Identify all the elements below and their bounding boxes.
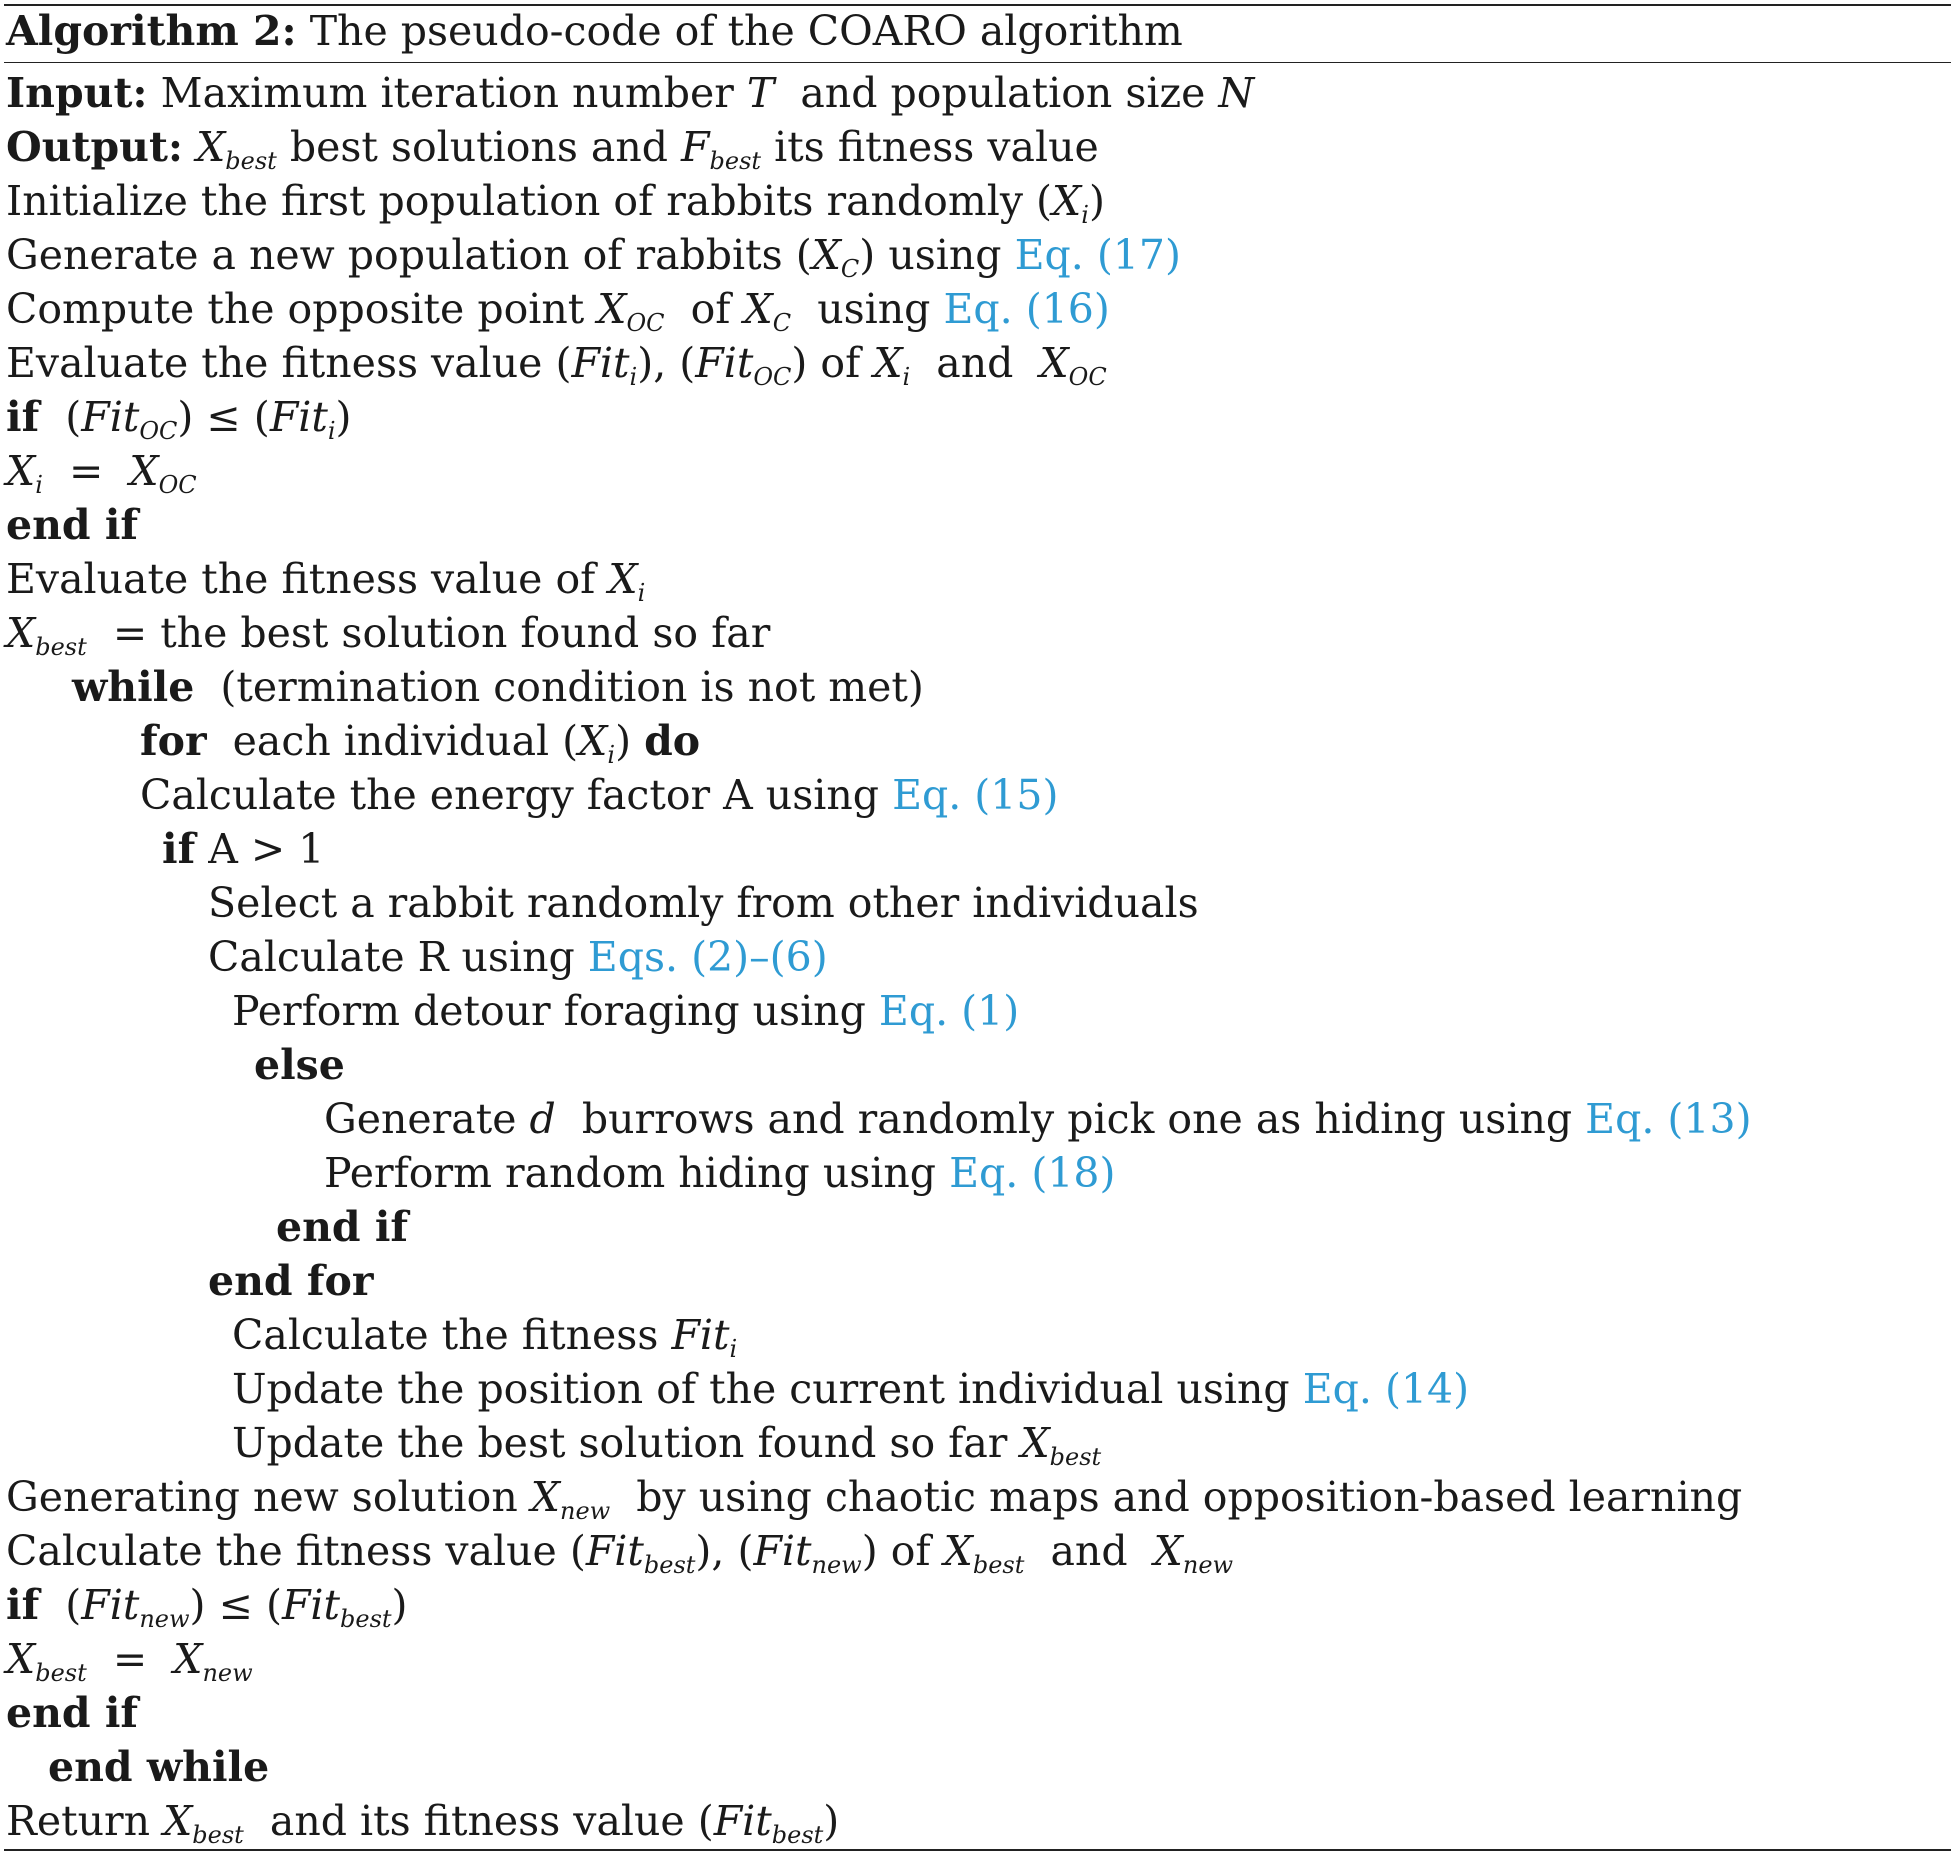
math-var: X: [578, 717, 608, 765]
text: and: [936, 339, 1014, 387]
line-energy-factor: [140, 768, 1058, 822]
keyword: while: [72, 663, 195, 711]
text: Generate: [324, 1095, 517, 1143]
line-end-while: [48, 1740, 269, 1794]
math-sub: C: [772, 309, 792, 337]
text: ) using: [859, 231, 1002, 279]
line-initialize: [6, 174, 1105, 228]
math-var: Fit: [269, 393, 328, 441]
text: ) of: [791, 339, 861, 387]
text: using: [817, 285, 931, 333]
keyword: else: [254, 1041, 345, 1089]
math-sub: new: [811, 1551, 862, 1579]
text: ) of: [861, 1527, 931, 1575]
math-sub: i: [637, 579, 646, 607]
text: and: [1050, 1527, 1128, 1575]
equation-link[interactable]: Eq. (15): [892, 771, 1059, 819]
keyword: end if: [6, 1689, 139, 1737]
text: and its fitness value (: [269, 1797, 714, 1845]
math-var: Fit: [585, 1527, 644, 1575]
text: ) ≤ (: [189, 1581, 282, 1629]
math-sub: best: [709, 147, 762, 175]
keyword: Input:: [6, 69, 148, 117]
math-var: X: [1153, 1527, 1183, 1575]
line-random-hiding: [324, 1146, 1116, 1200]
text: Update the best solution found so far: [232, 1419, 1008, 1467]
math-sub: i: [607, 741, 616, 769]
equation-link[interactable]: Eq. (14): [1302, 1365, 1470, 1413]
math-var: X: [6, 447, 36, 495]
math-sub: best: [35, 633, 87, 661]
math-var: X: [1020, 1419, 1050, 1467]
text: Calculate the energy factor A using: [140, 771, 880, 819]
line-assign-opposite: [6, 444, 197, 498]
math-sub: best: [1049, 1443, 1102, 1471]
math-var: X: [743, 285, 773, 333]
text: ): [1088, 177, 1105, 225]
text: Generating new solution: [6, 1473, 518, 1521]
math-sub: best: [340, 1605, 392, 1633]
line-input: [6, 66, 1254, 120]
text: Calculate the fitness value (: [6, 1527, 586, 1575]
math-sub: C: [840, 255, 860, 283]
text: Evaluate the fitness value of: [6, 555, 596, 603]
text: each individual (: [232, 717, 579, 765]
text: ): [391, 1581, 408, 1629]
text: burrows and randomly pick one as hiding using: [581, 1095, 1573, 1143]
keyword: if: [6, 393, 40, 441]
text: ): [823, 1797, 840, 1845]
text: Compute the opposite point: [6, 285, 585, 333]
math-var: X: [6, 609, 36, 657]
math-sub: i: [327, 417, 336, 445]
line-generate-new-solution: [6, 1470, 1742, 1524]
math-sub: OC: [1068, 363, 1107, 391]
line-end-if: [276, 1200, 408, 1254]
line-opposite-point: [6, 282, 1110, 336]
math-var: X: [530, 1473, 560, 1521]
algorithm-caption: [6, 6, 1183, 56]
math-sub: i: [629, 363, 638, 391]
text: ), (: [637, 339, 696, 387]
text: Select a rabbit randomly from other individuals: [208, 879, 1199, 927]
line-if-energy: [162, 822, 324, 876]
math-sub: OC: [158, 471, 197, 499]
line-end-if: [6, 498, 138, 552]
text: its fitness value: [774, 123, 1099, 171]
text: Initialize the first population of rabbits randomly (: [6, 177, 1053, 225]
text: by using chaotic maps and opposition-based learning: [636, 1473, 1743, 1521]
math-var: Fit: [753, 1527, 812, 1575]
line-if-new: [6, 1578, 408, 1632]
math-var: X: [873, 339, 903, 387]
math-var: X: [129, 447, 159, 495]
math-sub: OC: [139, 417, 178, 445]
bottom-rule: [4, 1849, 1951, 1851]
math-sub: new: [139, 1605, 190, 1633]
text: (: [65, 393, 82, 441]
math-sub: i: [729, 1335, 738, 1363]
line-assign-new: [6, 1632, 253, 1686]
math-var: Fit: [281, 1581, 341, 1629]
line-generate-population: [6, 228, 1181, 282]
math-sub: new: [202, 1659, 253, 1687]
text: Update the position of the current individual using: [232, 1365, 1290, 1413]
math-var: Fit: [713, 1797, 772, 1845]
math-var: X: [163, 1797, 193, 1845]
math-var: Fit: [81, 1581, 140, 1629]
text: Calculate R using: [208, 933, 575, 981]
math-var: Fit: [671, 1311, 730, 1359]
keyword: end while: [48, 1743, 270, 1791]
text: Generate a new population of rabbits (: [6, 231, 812, 279]
math-sub: OC: [626, 309, 665, 337]
math-var: X: [173, 1635, 203, 1683]
text: ): [615, 717, 632, 765]
math-var: Fit: [81, 393, 140, 441]
text: and population size: [800, 69, 1206, 117]
math-sub: best: [192, 1821, 244, 1849]
math-sub: new: [559, 1497, 611, 1525]
math-sub: i: [902, 363, 911, 391]
equation-link[interactable]: Eq. (13): [1585, 1095, 1752, 1143]
line-calculate-fitness-value: [6, 1524, 1233, 1578]
line-if-opposite: [6, 390, 352, 444]
math-var: X: [943, 1527, 973, 1575]
text: Calculate the fitness: [232, 1311, 659, 1359]
math-var: F: [681, 123, 710, 171]
math-var: X: [6, 1635, 36, 1683]
math-var: X: [608, 555, 638, 603]
text: Evaluate the fitness value (: [6, 339, 572, 387]
caption-rule: [4, 62, 1951, 63]
math-var: d: [529, 1095, 556, 1143]
math-var: X: [1039, 339, 1069, 387]
math-sub: best: [771, 1821, 824, 1849]
equation-link[interactable]: Eq. (1): [878, 987, 1020, 1035]
line-for: [140, 714, 700, 768]
text: ) ≤ (: [177, 393, 270, 441]
line-while: [72, 660, 924, 714]
line-select-rabbit: [208, 876, 1199, 930]
text: (: [65, 1581, 82, 1629]
caption-label: Algorithm 2:: [6, 7, 297, 55]
math-var: Fit: [571, 339, 630, 387]
text: of: [690, 285, 731, 333]
line-end-if: [6, 1686, 138, 1740]
math-var: T: [746, 69, 775, 117]
equation-link[interactable]: Eq. (17): [1014, 231, 1181, 279]
text: = the best solution found so far: [112, 609, 771, 657]
line-evaluate-fitness: [6, 336, 1107, 390]
text: Perform random hiding using: [324, 1149, 937, 1197]
text: =: [112, 1635, 148, 1683]
math-sub: OC: [753, 363, 792, 391]
line-calculate-r: [208, 930, 828, 984]
equation-link[interactable]: Eqs. (2)–(6): [587, 933, 828, 981]
equation-link[interactable]: Eq. (16): [943, 285, 1110, 333]
line-generate-burrows: [324, 1092, 1752, 1146]
keyword: if: [162, 825, 196, 873]
line-else: [254, 1038, 345, 1092]
text: A > 1: [208, 825, 325, 873]
math-sub: best: [643, 1551, 696, 1579]
line-output: [6, 120, 1099, 174]
text: best solutions and: [289, 123, 668, 171]
math-sub: i: [35, 471, 43, 499]
math-var: X: [811, 231, 841, 279]
math-sub: i: [1081, 201, 1089, 229]
math-sub: best: [35, 1659, 87, 1687]
caption-title: The pseudo-code of the COARO algorithm: [309, 7, 1183, 55]
line-return: [6, 1794, 839, 1848]
text: =: [68, 447, 104, 495]
text: ), (: [695, 1527, 754, 1575]
text: (termination condition is not met): [220, 663, 924, 711]
line-update-position: [232, 1362, 1469, 1416]
keyword: Output:: [6, 123, 184, 171]
text: Return: [6, 1797, 151, 1845]
equation-link[interactable]: Eq. (18): [949, 1149, 1116, 1197]
line-end-for: [208, 1254, 373, 1308]
math-sub: best: [225, 147, 277, 175]
keyword: end if: [6, 501, 139, 549]
text: Maximum iteration number: [160, 69, 734, 117]
line-evaluate-xi: [6, 552, 645, 606]
keyword: do: [644, 717, 701, 765]
math-var: X: [597, 285, 627, 333]
math-var: Fit: [695, 339, 754, 387]
keyword: end if: [276, 1203, 409, 1251]
keyword: end for: [208, 1257, 374, 1305]
text: ): [335, 393, 352, 441]
math-var: X: [196, 123, 226, 171]
line-calculate-fitness: [232, 1308, 737, 1362]
keyword: for: [140, 717, 207, 765]
math-sub: new: [1182, 1551, 1234, 1579]
line-update-best: [232, 1416, 1101, 1470]
text: Perform detour foraging using: [232, 987, 866, 1035]
math-sub: best: [972, 1551, 1025, 1579]
math-var: X: [1052, 177, 1082, 225]
keyword: if: [6, 1581, 40, 1629]
line-detour-foraging: [232, 984, 1019, 1038]
line-best-so-far: [6, 606, 770, 660]
math-var: N: [1218, 69, 1255, 117]
